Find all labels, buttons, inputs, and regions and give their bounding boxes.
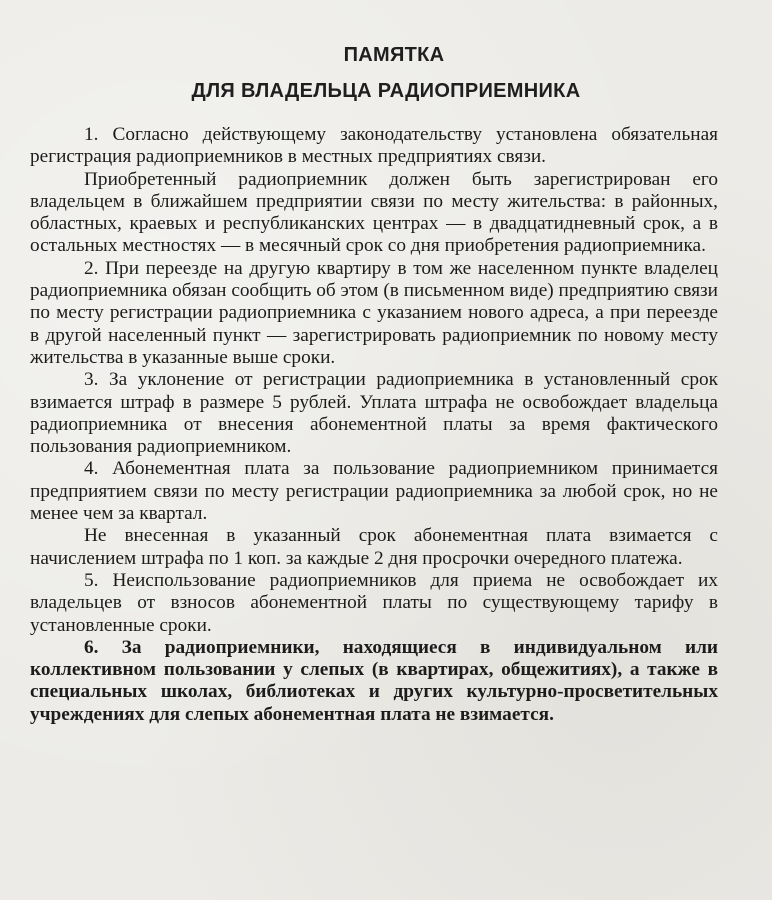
paragraph-1: 1. Согласно действующему законодательству установлена обязательная регистрация радиоприемников в местных предприятиях связи.: [30, 124, 718, 168]
document-subtitle: ДЛЯ ВЛАДЕЛЬЦА РАДИОПРИЕМНИКА: [191, 80, 581, 102]
document-title: ПАМЯТКА: [343, 44, 445, 66]
paragraph-6: Не внесенная в указанный срок абонементная плата взимается с начислением штрафа по 1 коп. за каждые 2 дня просрочки очередного платежа.: [30, 525, 718, 569]
paragraph-8: 6. За радиоприемники, находящиеся в индивидуальном или коллективном пользовании у слепых (в квартирах, общежитиях), а также в специальных школах, библиотеках и других культурно-просветительных учреждениях для слепых абонементная плата не взимается.: [30, 636, 718, 725]
paragraph-3: 2. При переезде на другую квартиру в том же населенном пункте владелец радиоприемника обязан сообщить об этом (в письменном виде) предприятию связи по месту регистрации радиоприемника с указанием нового адреса, а при переезде в другой населенный пункт — зарегистрировать радиоприемник по новому месту жительства в указанные выше сроки.: [30, 257, 718, 368]
paragraph-5: 4. Абонементная плата за пользование радиоприемником принимается предприятием связи по месту регистрации радиоприемника за любой срок, но не менее чем за квартал.: [30, 458, 718, 525]
paragraph-7: 5. Неиспользование радиоприемников для приема не освобождает их владельцев от взносов абонементной платы по существующему тарифу в установленные сроки.: [30, 569, 718, 636]
paragraph-2: Приобретенный радиоприемник должен быть зарегистрирован его владельцем в ближайшем предприятии связи по месту жительства: в районных, областных, краевых и республиканских центрах — в двадцатидневный срок, а в остальных местностях — в месячный срок со дня приобретения радиоприемника.: [30, 168, 718, 257]
document-body: [30, 124, 718, 726]
paragraph-4: 3. За уклонение от регистрации радиоприемника в установленный срок взимается штраф в размере 5 рублей. Уплата штрафа не освобождает владельца радиоприемника от внесения абонементной платы за время фактического пользования радиоприемником.: [30, 369, 718, 458]
